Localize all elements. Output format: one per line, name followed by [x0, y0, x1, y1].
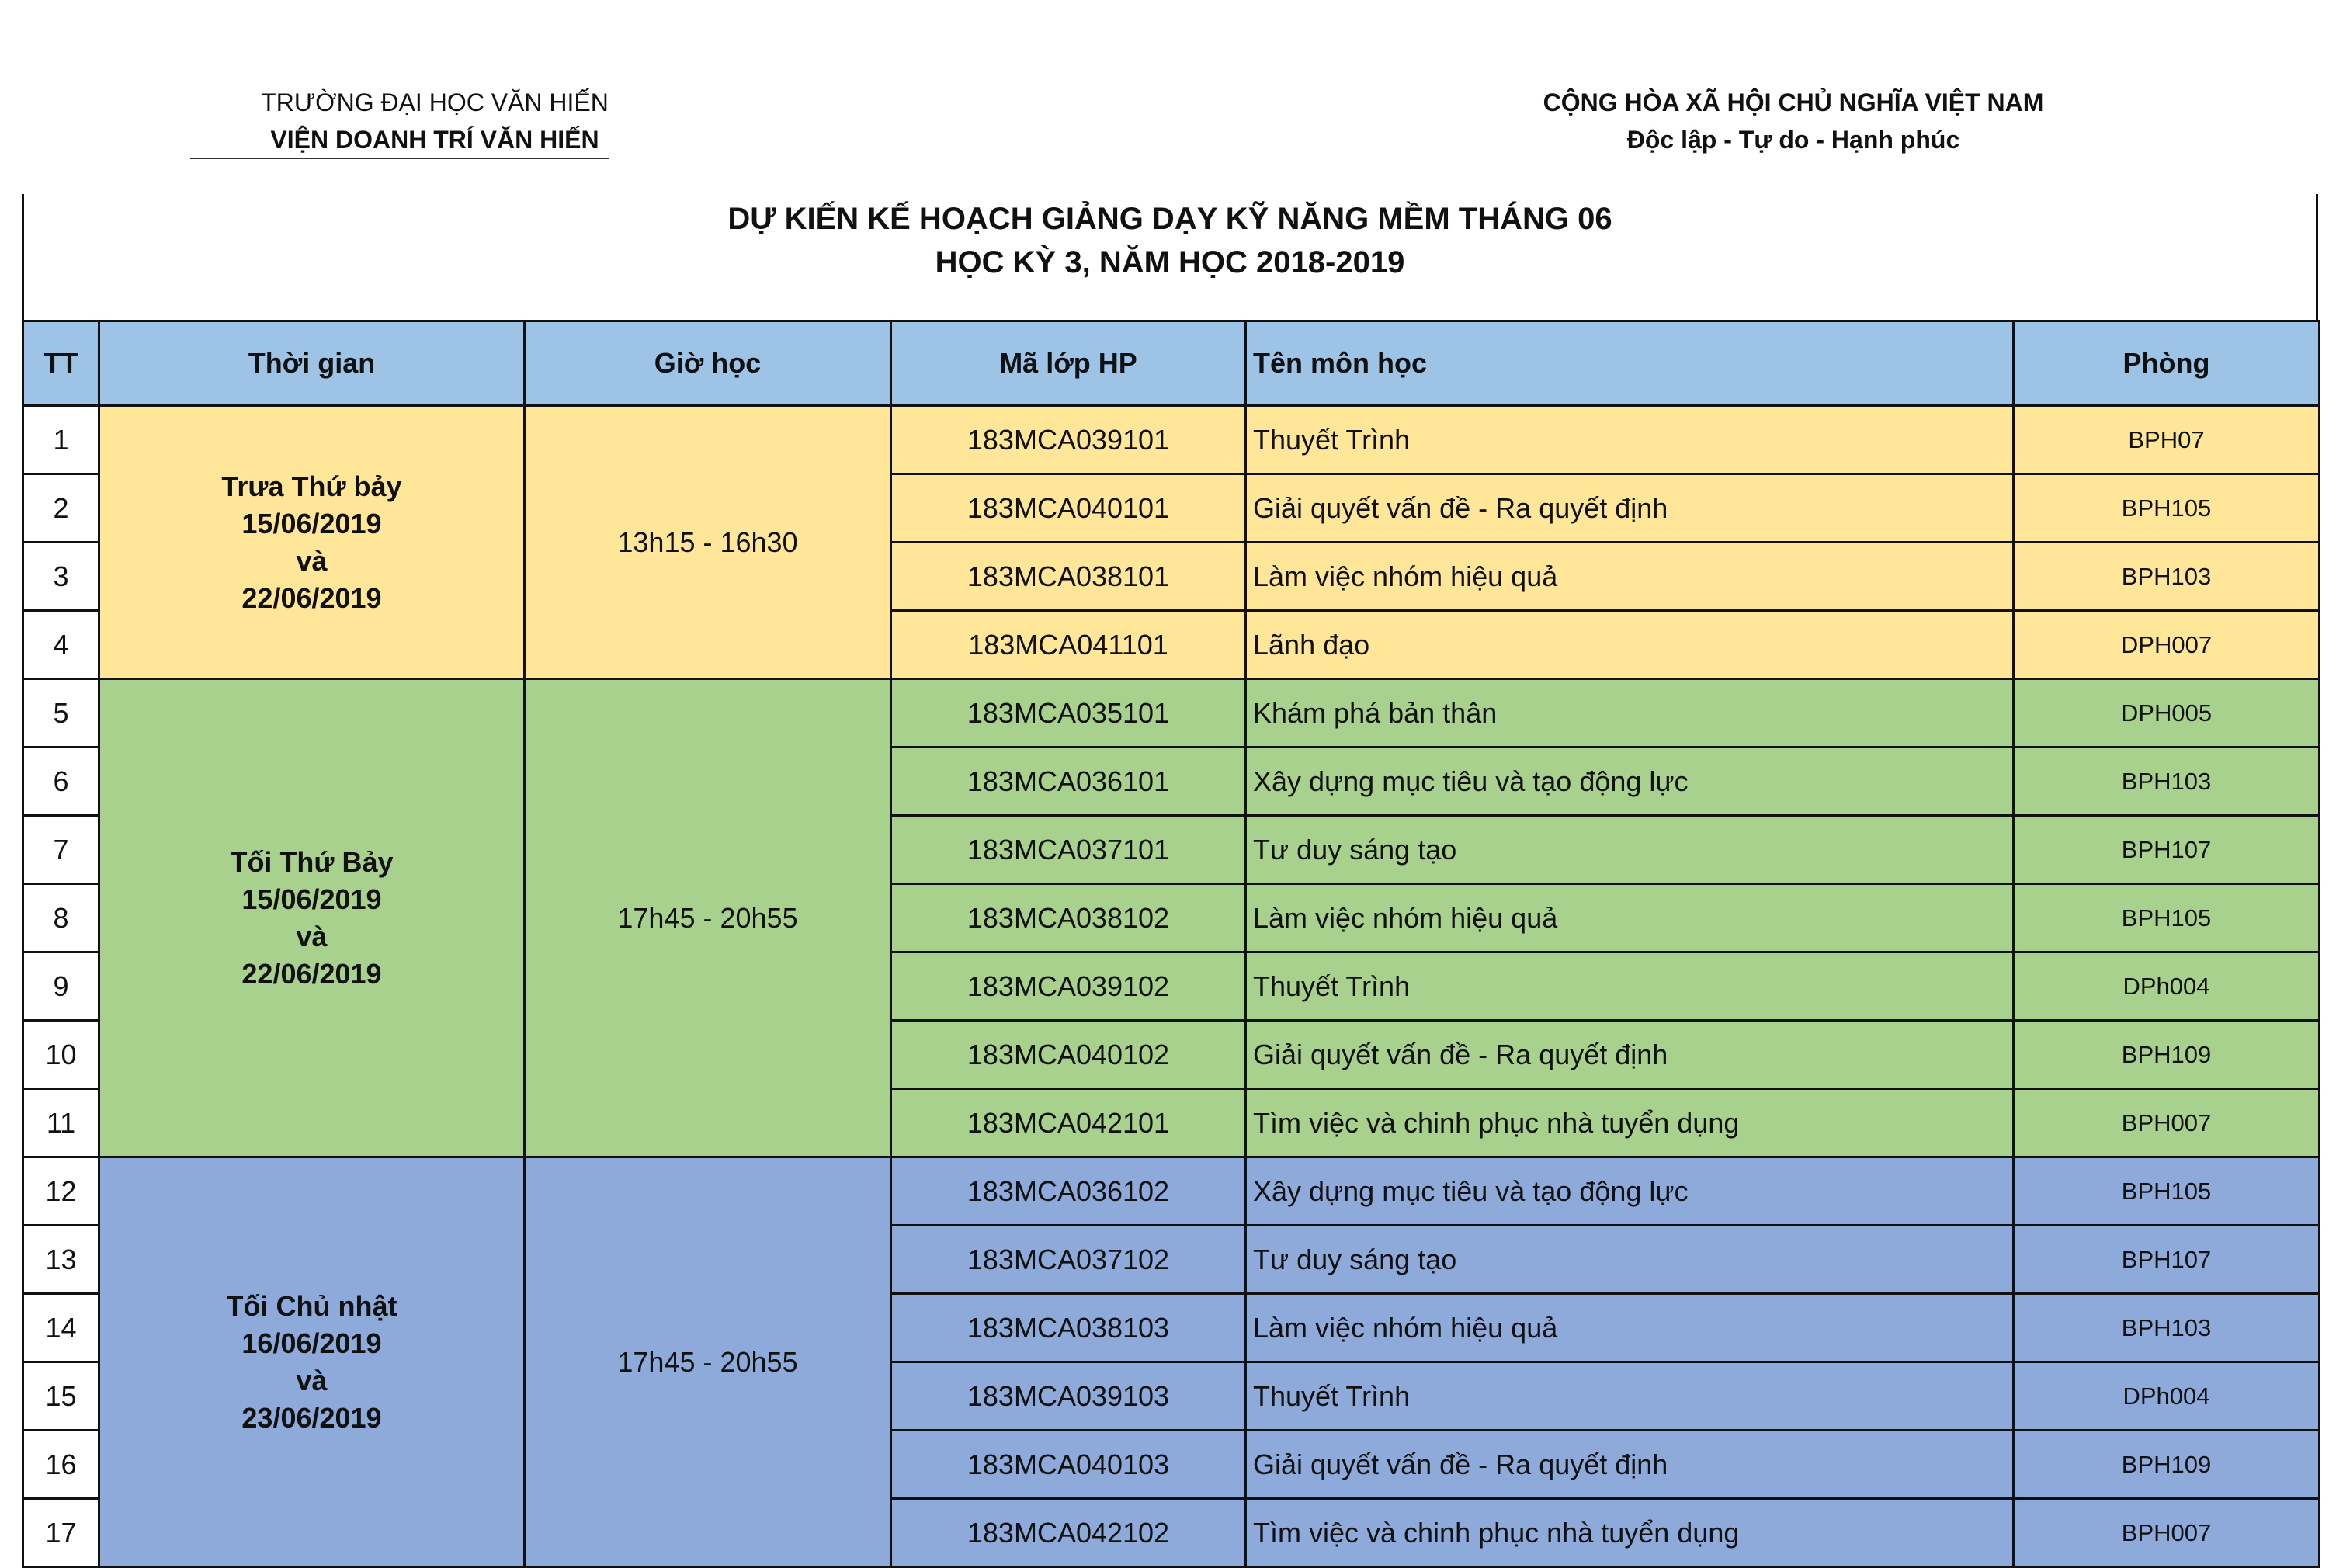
header-time: Thời gian [99, 321, 525, 406]
session-and: và [296, 544, 328, 577]
national-header [1498, 84, 2088, 158]
session-name: Tối Thứ Bảy [230, 845, 394, 878]
room: BPH109 [2014, 1431, 2320, 1499]
room: BPH007 [2014, 1499, 2320, 1567]
class-hours: 17h45 - 20h55 [525, 679, 891, 1157]
course-name: Giải quyết vấn đề - Ra quyết định [1246, 1431, 2014, 1499]
session-and: và [296, 920, 328, 952]
row-number: 9 [23, 952, 99, 1021]
table-row [23, 406, 2320, 474]
class-hours: 17h45 - 20h55 [525, 1157, 891, 1567]
class-code: 183MCA039101 [891, 406, 1246, 474]
header-underline [190, 158, 609, 159]
table-header-row [23, 321, 2320, 406]
session-and: và [296, 1364, 328, 1396]
course-name: Lãnh đạo [1246, 611, 2014, 679]
header-hours: Giờ học [525, 321, 891, 406]
row-number: 7 [23, 816, 99, 884]
class-code: 183MCA035101 [891, 679, 1246, 748]
room: DPh004 [2014, 1362, 2320, 1431]
class-code: 183MCA040101 [891, 474, 1246, 543]
table-row [23, 679, 2320, 748]
title-line-1: DỰ KIẾN KẾ HOẠCH GIẢNG DẠY KỸ NĂNG MỀM THÁNG 06 [727, 202, 1612, 236]
class-code: 183MCA037102 [891, 1226, 1246, 1294]
course-name: Tìm việc và chinh phục nhà tuyển dụng [1246, 1499, 2014, 1567]
room: BPH105 [2014, 884, 2320, 952]
row-number: 14 [23, 1294, 99, 1362]
row-number: 3 [23, 543, 99, 611]
session-date-1: 16/06/2019 [241, 1327, 382, 1359]
row-number: 10 [23, 1021, 99, 1089]
session-cell [99, 1157, 525, 1567]
header-class-code: Mã lớp HP [891, 321, 1246, 406]
institute-name: VIỆN DOANH TRÍ VĂN HIẾN [270, 126, 599, 154]
header-tt: TT [23, 321, 99, 406]
institution-header [233, 84, 637, 158]
header-course-name: Tên môn học [1246, 321, 2014, 406]
room: DPh004 [2014, 952, 2320, 1021]
course-name: Thuyết Trình [1246, 406, 2014, 474]
course-name: Khám phá bản thân [1246, 679, 2014, 748]
course-name: Tư duy sáng tạo [1246, 816, 2014, 884]
class-code: 183MCA042101 [891, 1089, 1246, 1157]
university-name: TRƯỜNG ĐẠI HỌC VĂN HIẾN [261, 88, 609, 116]
class-code: 183MCA039102 [891, 952, 1246, 1021]
session-date-1: 15/06/2019 [241, 883, 382, 915]
session-date-2: 22/06/2019 [241, 581, 382, 614]
course-name: Xây dựng mục tiêu và tạo động lực [1246, 1157, 2014, 1226]
class-code: 183MCA042102 [891, 1499, 1246, 1567]
course-name: Tư duy sáng tạo [1246, 1226, 2014, 1294]
schedule-table [22, 320, 2320, 1568]
room: BPH103 [2014, 748, 2320, 816]
session-cell [99, 679, 525, 1157]
row-number: 11 [23, 1089, 99, 1157]
session-date-1: 15/06/2019 [241, 507, 382, 539]
row-number: 8 [23, 884, 99, 952]
class-code: 183MCA038102 [891, 884, 1246, 952]
class-code: 183MCA038101 [891, 543, 1246, 611]
session-name: Trưa Thứ bảy [221, 470, 402, 502]
row-number: 1 [23, 406, 99, 474]
row-number: 13 [23, 1226, 99, 1294]
row-number: 15 [23, 1362, 99, 1431]
course-name: Giải quyết vấn đề - Ra quyết định [1246, 1021, 2014, 1089]
room: BPH103 [2014, 1294, 2320, 1362]
row-number: 5 [23, 679, 99, 748]
row-number: 12 [23, 1157, 99, 1226]
session-name: Tối Chủ nhật [226, 1289, 397, 1322]
room: BPH107 [2014, 1226, 2320, 1294]
header-room: Phòng [2014, 321, 2320, 406]
class-code: 183MCA038103 [891, 1294, 1246, 1362]
room: BPH07 [2014, 406, 2320, 474]
course-name: Làm việc nhóm hiệu quả [1246, 1294, 2014, 1362]
class-code: 183MCA040102 [891, 1021, 1246, 1089]
row-number: 4 [23, 611, 99, 679]
title-line-2: HỌC KỲ 3, NĂM HỌC 2018-2019 [935, 245, 1405, 279]
row-number: 16 [23, 1431, 99, 1499]
course-name: Làm việc nhóm hiệu quả [1246, 884, 2014, 952]
course-name: Làm việc nhóm hiệu quả [1246, 543, 2014, 611]
class-code: 183MCA039103 [891, 1362, 1246, 1431]
course-name: Thuyết Trình [1246, 952, 2014, 1021]
room: BPH107 [2014, 816, 2320, 884]
room: BPH105 [2014, 1157, 2320, 1226]
class-code: 183MCA037101 [891, 816, 1246, 884]
class-hours: 13h15 - 16h30 [525, 406, 891, 679]
row-number: 17 [23, 1499, 99, 1567]
table-row [23, 1157, 2320, 1226]
room: BPH103 [2014, 543, 2320, 611]
course-name: Xây dựng mục tiêu và tạo động lực [1246, 748, 2014, 816]
course-name: Thuyết Trình [1246, 1362, 2014, 1431]
document-title [22, 194, 2318, 284]
row-number: 2 [23, 474, 99, 543]
class-code: 183MCA041101 [891, 611, 1246, 679]
room: BPH007 [2014, 1089, 2320, 1157]
national-motto-title: CỘNG HÒA XÃ HỘI CHỦ NGHĨA VIỆT NAM [1543, 88, 2044, 116]
class-code: 183MCA036102 [891, 1157, 1246, 1226]
room: DPH007 [2014, 611, 2320, 679]
session-cell [99, 406, 525, 679]
room: BPH105 [2014, 474, 2320, 543]
session-date-2: 22/06/2019 [241, 957, 382, 990]
course-name: Tìm việc và chinh phục nhà tuyển dụng [1246, 1089, 2014, 1157]
national-motto-subtitle: Độc lập - Tự do - Hạnh phúc [1626, 126, 1960, 154]
class-code: 183MCA036101 [891, 748, 1246, 816]
class-code: 183MCA040103 [891, 1431, 1246, 1499]
course-name: Giải quyết vấn đề - Ra quyết định [1246, 474, 2014, 543]
table-body [23, 406, 2320, 1567]
room: BPH109 [2014, 1021, 2320, 1089]
session-date-2: 23/06/2019 [241, 1401, 382, 1434]
row-number: 6 [23, 748, 99, 816]
room: DPH005 [2014, 679, 2320, 748]
